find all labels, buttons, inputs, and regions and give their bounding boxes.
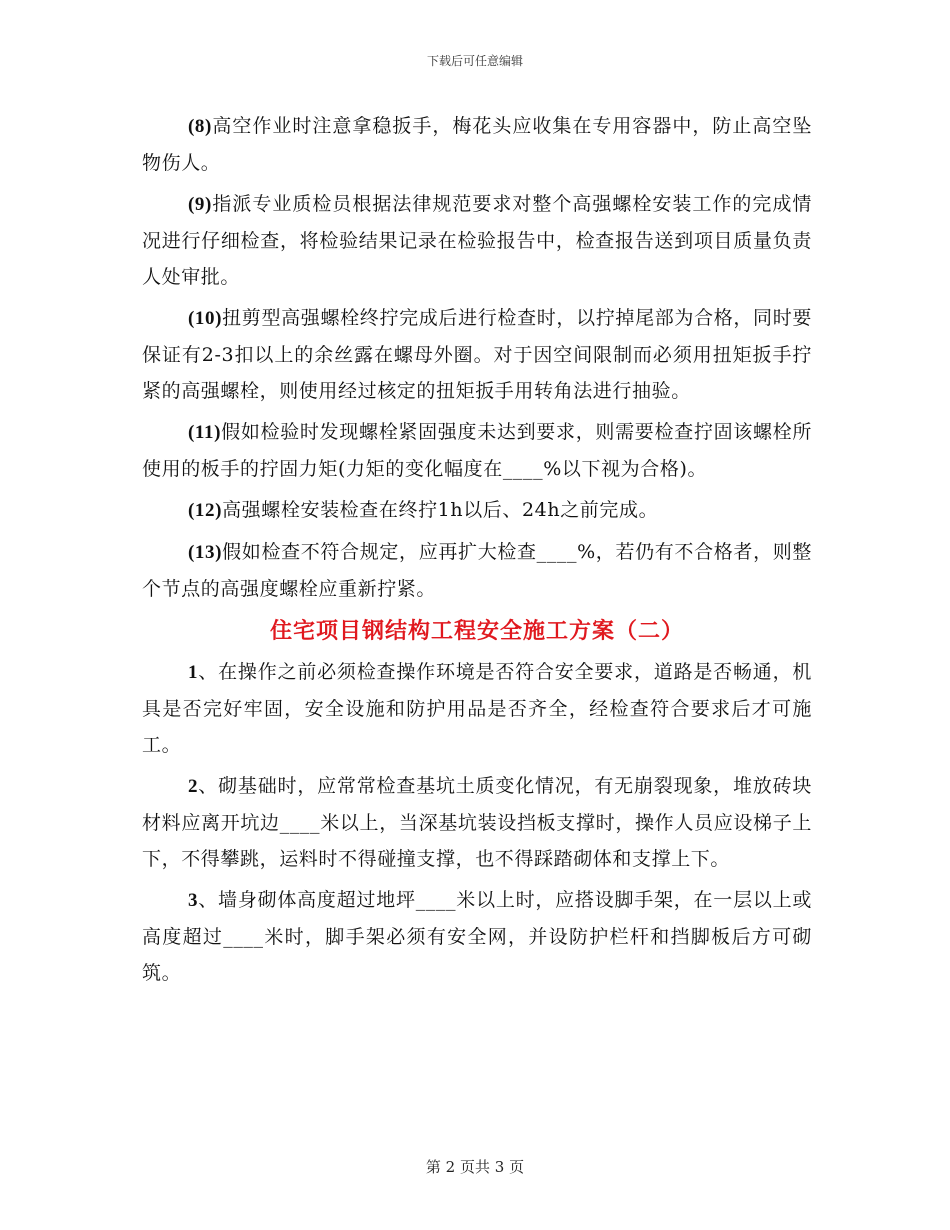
item-text: 高强螺栓安装检查在终拧1h以后、24h之前完成。: [222, 499, 659, 521]
paragraph-item-8: [142, 108, 812, 181]
item-text: 扭剪型高强螺栓终拧完成后进行检查时，以拧掉尾部为合格，同时要保证有2-3扣以上的余丝露在螺母外圈。对于因空间限制而必须用扭矩扳手拧紧的高强螺栓，则使用经过核定的扭矩扳手用转角法进行抽验。: [142, 307, 812, 402]
page-header-note: 下载后可任意编辑: [426, 54, 523, 68]
step-number: 1: [188, 662, 199, 683]
item-text: 高空作业时注意拿稳扳手，梅花头应收集在专用容器中，防止高空坠物伤人。: [142, 115, 812, 174]
page-number-footer: 第 2 页共 3 页: [425, 1158, 525, 1176]
paragraph-item-12: [142, 492, 812, 529]
step-text: 、在操作之前必须检查操作环境是否符合安全要求，道路是否畅通，机具是否完好牢固，安全设施和防护用品是否齐全，经检查符合要求后才可施工。: [142, 661, 812, 756]
paragraph-item-11: [142, 414, 812, 487]
item-text: 指派专业质检员根据法律规范要求对整个高强螺栓安装工作的完成情况进行仔细检查，将检验结果记录在检验报告中，检查报告送到项目质量负责人处审批。: [142, 193, 812, 288]
item-number: (11): [188, 422, 222, 443]
step-text: 、砌基础时，应常常检查基坑土质变化情况，有无崩裂现象，堆放砖块材料应离开坑边____米以上，当深基坑装设挡板支撑时，操作人员应设梯子上下，不得攀跳，运料时不得碰撞支撑，也不得踩踏砌体和支撑上下。: [142, 775, 812, 870]
paragraph-step-3: [142, 882, 812, 991]
paragraph-item-9: [142, 186, 812, 295]
paragraph-step-1: [142, 654, 812, 763]
step-number: 2: [188, 776, 199, 797]
step-text: 、墙身砌体高度超过地坪____米以上时，应搭设脚手架，在一层以上或高度超过____米时，脚手架必须有安全网，并设防护栏杆和挡脚板后方可砌筑。: [142, 889, 812, 984]
section-title: 住宅项目钢结构工程安全施工方案（二）: [269, 618, 684, 644]
item-number: (10): [188, 308, 223, 329]
paragraph-item-10: [142, 300, 812, 409]
item-number: (8): [188, 116, 212, 137]
step-number: 3: [188, 890, 199, 911]
item-number: (9): [188, 194, 212, 215]
paragraph-step-2: [142, 768, 812, 877]
item-text: 假如检查不符合规定，应再扩大检查____%，若仍有不合格者，则整个节点的高强度螺栓应重新拧紧。: [142, 541, 812, 600]
item-number: (13): [188, 542, 223, 563]
item-text: 假如检验时发现螺栓紧固强度未达到要求，则需要检查拧固该螺栓所使用的板手的拧固力矩(力矩的变化幅度在____%以下视为合格)。: [142, 421, 812, 480]
paragraph-item-13: [142, 534, 812, 607]
document-body: [142, 108, 812, 996]
item-number: (12): [188, 500, 223, 521]
